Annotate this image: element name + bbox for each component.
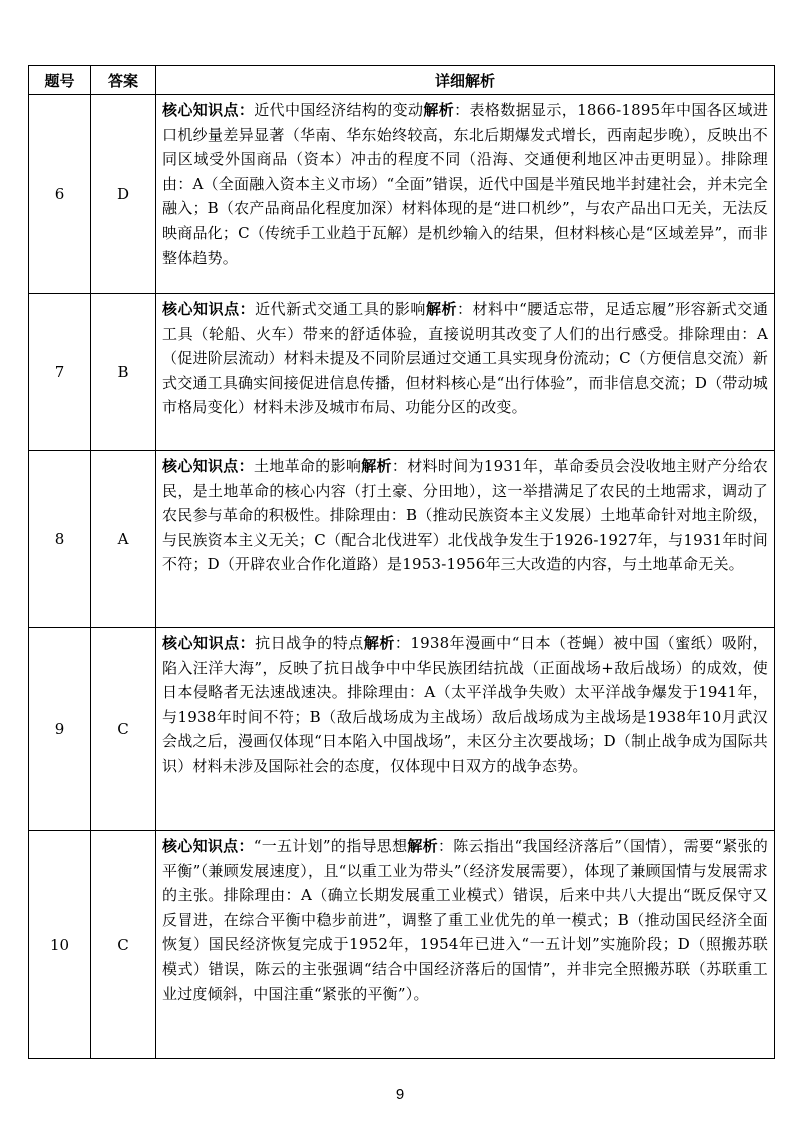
answer-cell: B — [91, 294, 156, 451]
analysis-cell — [156, 831, 775, 1059]
analysis-cell — [156, 451, 775, 628]
question-number: 10 — [29, 831, 91, 1059]
table-header-row — [29, 66, 775, 95]
key-point-topic: 近代中国经济结构的变动 — [254, 101, 424, 119]
question-number: 6 — [29, 95, 91, 294]
analysis-label: 解析 — [363, 634, 395, 652]
question-number: 8 — [29, 451, 91, 628]
analysis-label: 解析 — [423, 101, 455, 119]
key-point-topic: 抗日战争的特点 — [255, 634, 364, 652]
key-point-label: 核心知识点： — [162, 457, 254, 475]
answer-cell: C — [91, 831, 156, 1059]
header-detail: 详细解析 — [156, 66, 775, 95]
analysis-text: ：材料时间为1931年，革命委员会没收地主财产分给农民，是土地革命的核心内容（打土豪、分田地），这一举措满足了农民的土地需求，调动了农民参与革命的积极性。排除理由：B（推动民族资本主义发展）土地革命针对地主阶级，与民族资本主义无关；C（配合北伐进军）北伐战争发生于1926-1927年，与1931年时间不符；D（开辟农业合作化道路）是1953-1956年三大改造的内容，与土地革命无关。 — [162, 457, 768, 574]
header-number: 题号 — [29, 66, 91, 95]
key-point-label: 核心知识点： — [162, 634, 256, 652]
key-point-label: 核心知识点： — [162, 101, 255, 119]
table-row — [29, 831, 775, 1059]
analysis-text: ：1938年漫画中“日本（苍蝇）被中国（蜜纸）吸附，陷入汪洋大海”，反映了抗日战争中中华民族团结抗战（正面战场+敌后战场）的成效，使日本侵略者无法速战速决。排除理由：A（太平洋战争失败）太平洋战争爆发于1941年，与1938年时间不符；B（敌后战场成为主战场）敌后战场成为主战场是1938年10月武汉会战之后，漫画仅体现“日本陷入中国战场”，未区分主次要战场；D（制止战争成为国际共识）材料未涉及国际社会的态度，仅体现中日双方的战争态势。 — [162, 634, 769, 775]
header-answer: 答案 — [91, 66, 156, 95]
analysis-cell — [156, 95, 775, 294]
table-row — [29, 294, 775, 451]
analysis-text: ：陈云指出“我国经济落后”（国情），需要“紧张的平衡”（兼顾发展速度），且“以重工业为带头”（经济发展需要），体现了兼顾国情与发展需求的主张。排除理由：A（确立长期发展重工业模式）错误，后来中共八大提出“既反保守又反冒进，在综合平衡中稳步前进”，调整了重工业优先的单一模式；B（推动国民经济全面恢复）国民经济恢复完成于1952年，1954年已进入“一五计划”实施阶段；D（照搬苏联模式）错误，陈云的主张强调“结合中国经济落后的国情”，并非完全照搬苏联（苏联重工业过度倾斜，中国注重“紧张的平衡”）。 — [162, 837, 768, 1003]
question-number: 9 — [29, 628, 91, 831]
page-number: 9 — [395, 1086, 405, 1103]
key-point-label: 核心知识点： — [162, 837, 254, 855]
analysis-label: 解析 — [407, 837, 438, 855]
analysis-label: 解析 — [425, 300, 457, 318]
table-row — [29, 451, 775, 628]
key-point-topic: 土地革命的影响 — [253, 457, 362, 475]
analysis-text: ：材料中“腰适忘带，足适忘履”形容新式交通工具（轮船、火车）带来的舒适体验，直接说明其改变了人们的出行感受。排除理由：A（促进阶层流动）材料未提及不同阶层通过交通工具实现身份流动；C（方便信息交流）新式交通工具确实间接促进信息传播，但材料核心是“出行体验”，而非信息交流；D（带动城市格局变化）材料未涉及城市布局、功能分区的改变。 — [162, 300, 769, 417]
answer-cell: D — [91, 95, 156, 294]
analysis-label: 解析 — [361, 457, 392, 475]
key-point-label: 核心知识点： — [162, 300, 256, 318]
question-number: 7 — [29, 294, 91, 451]
key-point-topic: 近代新式交通工具的影响 — [255, 300, 426, 318]
table-row — [29, 95, 775, 294]
table-row — [29, 628, 775, 831]
analysis-text: ：表格数据显示，1866-1895年中国各区域进口机纱量差异显著（华南、华东始终较高，东北后期爆发式增长，西南起步晚），反映出不同区域受外国商品（资本）冲击的程度不同（沿海、交通便利地区冲击更明显）。排除理由：A（全面融入资本主义市场）“全面”错误，近代中国是半殖民地半封建社会，并未完全融入；B（农产品商品化程度加深）材料体现的是“进口机纱”，与农产品出口无关，无法反映商品化；C（传统手工业趋于瓦解）是机纱输入的结果，但材料核心是“区域差异”，而非整体趋势。 — [162, 101, 769, 267]
answer-cell: C — [91, 628, 156, 831]
analysis-cell — [156, 294, 775, 451]
key-point-topic: “一五计划”的指导思想 — [253, 837, 408, 855]
answer-analysis-table — [28, 65, 775, 1059]
analysis-cell — [156, 628, 775, 831]
answer-cell: A — [91, 451, 156, 628]
